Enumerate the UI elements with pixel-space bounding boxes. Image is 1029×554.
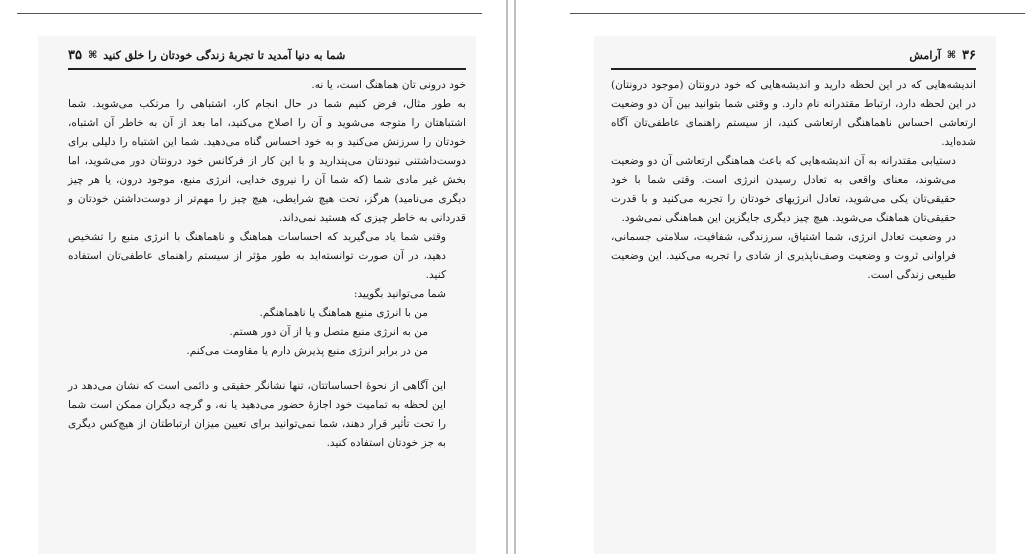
paragraph: به طور مثال، فرض کنیم شما در حال انجام کار، اشتباهی را مرتکب می‌شوید. شما اشتباهتان را متوجه می‌شوید و آن را اصلاح می‌کنید، اما بعد از آن به خاطر آن اشتباه، خودتان را سرزنش می‌کنید و به خود احساس گناه می‌دهید. شما این اشتباه را دلیلی برای دوست‌داشتنی نبودنتان می‌پندارید و با این کار از فرکانس خود درونتان دور می‌شوید، اما بخش غیر مادی شما (که شما آن را نیروی خدایی، انرژی منبع، موجود درون، یا هر چیز دیگری می‌نامید) هرگز، تحت هیچ شرایطی، هیچ چیز را مهم‌تر از دوست‌داشتن خودتان و قدردانی به خاطر چیزی که هستید نمی‌داند. bbox=[68, 98, 466, 224]
list-item: من به انرژی منبع متصل و یا از آن دور هستم. bbox=[229, 326, 428, 338]
page-number: ۳۶ bbox=[962, 47, 976, 63]
ornament-icon: ⌘ bbox=[946, 49, 957, 61]
paragraph: دستیابی مقتدرانه به آن اندیشه‌هایی که باعث هماهنگی ارتعاشی آن دو وضعیت می‌شوند، معنای واقعی به تعادل رسیدن انرژی است. وقتی شما با خود حقیقی‌تان یکی می‌شوید، تعادل انرژیهای خودتان را تجربه می‌کنید و با قدرت حقیقی‌تان هماهنگ می‌شوید. هیچ چیز دیگری جایگزین این هماهنگی نمی‌شود. bbox=[611, 155, 956, 224]
page-number: ۳۵ bbox=[68, 47, 82, 63]
top-rule-right bbox=[570, 13, 1025, 14]
ornament-icon: ⌘ bbox=[87, 49, 98, 61]
gutter-line bbox=[506, 0, 508, 554]
top-rule-left bbox=[17, 13, 482, 14]
left-page bbox=[68, 46, 466, 453]
paragraph: وقتی شما یاد می‌گیرید که احساسات هماهنگ و ناهماهنگ با انرژی منبع را تشخیص دهید، در آن صورت توانسته‌اید به طور مؤثر از سیستم راهنمای عاطفی‌تان استفاده کنید. bbox=[68, 231, 446, 281]
paragraph: اندیشه‌هایی که در این لحظه دارید و اندیشه‌هایی که خود درونتان (موجود درونتان) در این لحظه دارد، ارتباط مقتدرانه نام دارد. و وقتی شما بتوانید بین آن دو وضعیت ارتعاشی احساس ناهماهنگی ارتعاشی کنید، از سیستم راهنمای عاطفی‌تان آگاه شده‌اید. bbox=[611, 79, 976, 148]
paragraph: در وضعیت تعادل انرژی، شما اشتیاق، سرزندگی، شفافیت، سلامتی جسمانی، فراوانی ثروت و وضعیت وصف‌ناپذیری از شادی را تجربه می‌کنید. این وضعیت طبیعی زندگی است. bbox=[611, 231, 956, 281]
right-page bbox=[611, 46, 976, 285]
paragraph: خود درونی تان هماهنگ است، یا نه. bbox=[311, 79, 466, 91]
right-page-body bbox=[611, 76, 976, 285]
list-item: من با انرژی منبع هماهنگ یا ناهماهنگم. bbox=[259, 307, 428, 319]
list-item: من در برابر انرژی منبع پذیرش دارم یا مقاومت می‌کنم. bbox=[186, 345, 428, 357]
header-rule bbox=[68, 68, 466, 70]
right-page-header bbox=[611, 46, 976, 64]
running-head: شما به دنیا آمدید تا تجربهٔ زندگی خودتان را خلق کنید bbox=[103, 48, 346, 62]
paragraph: شما می‌توانید بگویید: bbox=[353, 288, 446, 300]
header-rule bbox=[611, 68, 976, 70]
left-page-header bbox=[68, 46, 466, 64]
left-page-body bbox=[68, 76, 466, 453]
gutter-line bbox=[514, 0, 516, 554]
running-head: آرامش bbox=[909, 48, 941, 62]
paragraph: این آگاهی از نحوهٔ احساساتتان، تنها نشانگر حقیقی و دائمی است که نشان می‌دهد در این لحظه به تمامیت خود اجازهٔ حضور می‌دهید یا نه، و گرچه دیگران ممکن است شما را تحت تأثیر قرار دهند، شما نمی‌توانید برای تعیین میزان ارتباطتان از هیچ‌کس دیگری به جز خودتان استفاده کنید. bbox=[68, 380, 446, 449]
